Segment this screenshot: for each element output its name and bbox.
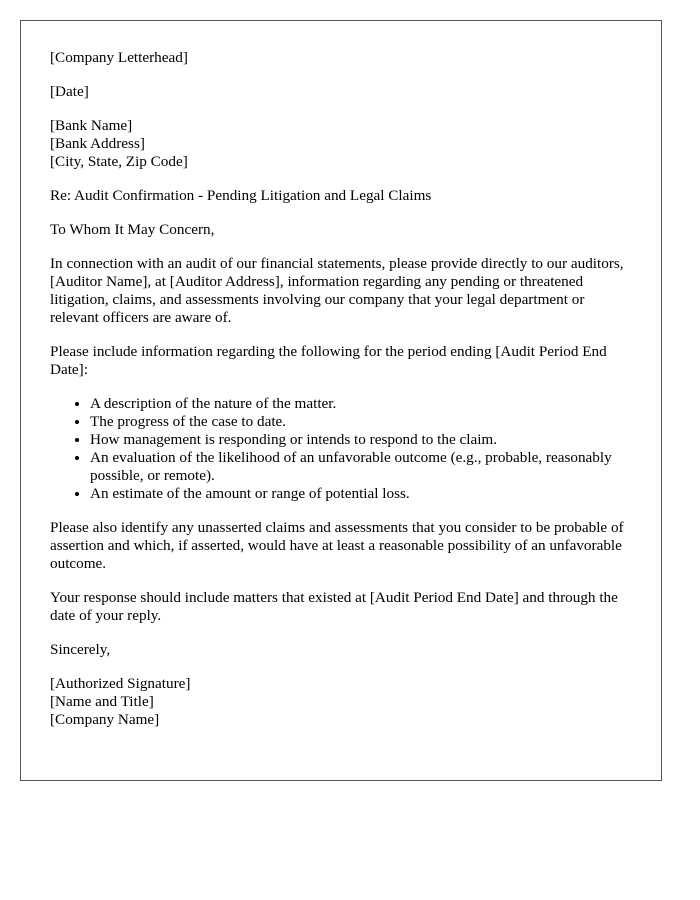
bank-name: [Bank Name] (50, 117, 133, 134)
company-name: [Company Name] (50, 711, 160, 728)
subject-line: Re: Audit Confirmation - Pending Litigation and Legal Claims (50, 187, 432, 204)
authorized-signature: [Authorized Signature] (50, 675, 191, 692)
closing: Sincerely, (50, 641, 111, 658)
request-paragraph: Please include information regarding the following for the period ending [Audit Period End Date]: (50, 343, 607, 378)
letter-frame (20, 20, 662, 781)
salutation: To Whom It May Concern, (50, 221, 215, 238)
list-item: • An estimate of the amount or range of potential loss. (90, 485, 635, 503)
signature-block (50, 675, 635, 729)
recipient-address (50, 117, 635, 171)
letter-date: [Date] (50, 83, 89, 100)
unasserted-claims-paragraph: Please also identify any unasserted claims and assessments that you consider to be probable of assertion and which, if asserted, would have at least a reasonable possibility of an unfavorable outcome. (50, 519, 624, 572)
list-item: • How management is responding or intends to respond to the claim. (90, 431, 635, 449)
list-item: • A description of the nature of the matter. (90, 395, 635, 413)
bank-address: [Bank Address] (50, 135, 145, 152)
list-item: • The progress of the case to date. (90, 413, 635, 431)
list-item: • An evaluation of the likelihood of an unfavorable outcome (e.g., probable, reasonably possible, or remote). (90, 449, 635, 485)
response-paragraph: Your response should include matters that existed at [Audit Period End Date] and through the date of your reply. (50, 589, 618, 624)
name-and-title: [Name and Title] (50, 693, 154, 710)
requested-information-list (50, 395, 635, 503)
company-letterhead: [Company Letterhead] (50, 49, 188, 66)
city-state-zip: [City, State, Zip Code] (50, 153, 188, 170)
intro-paragraph: In connection with an audit of our financial statements, please provide directly to our auditors, [Auditor Name], at [Auditor Address], information regarding any pending or threatened litigation, claims, and assessments involving our company that your legal department or relevant officers are aware of. (50, 255, 624, 326)
